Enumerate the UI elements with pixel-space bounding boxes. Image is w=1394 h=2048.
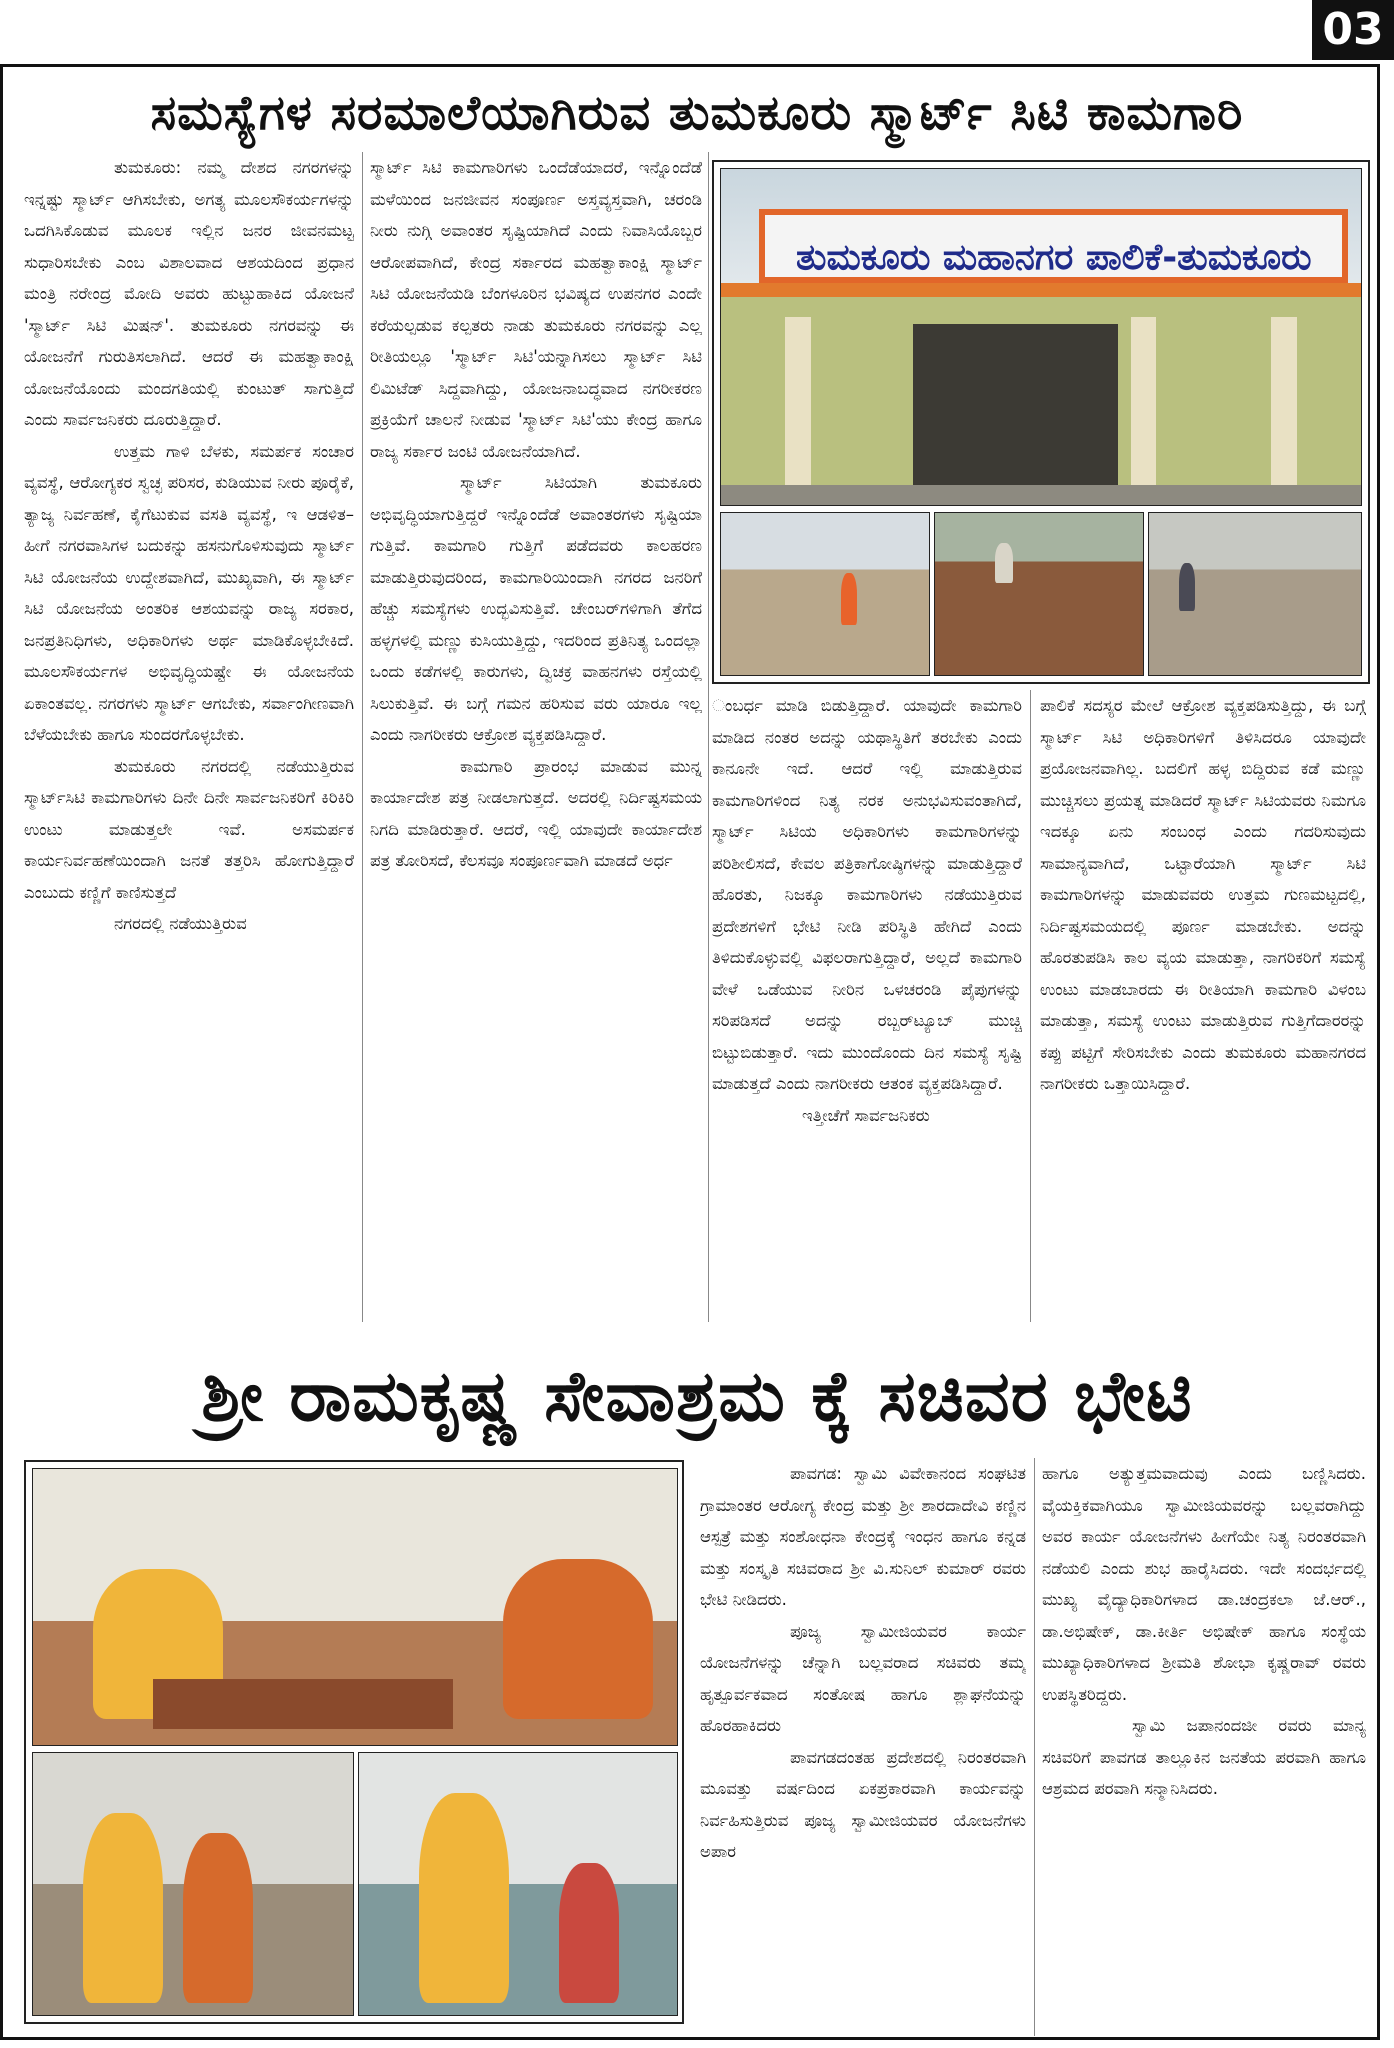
article2-col1-para-2: ಪೂಜ್ಯ ಸ್ವಾಮೀಜಿಯವರ ಕಾರ್ಯ ಯೋಜನೆಗಳನ್ನು ಚೆನ್ನಾಗಿ ಬಲ್ಲವರಾದ ಸಚಿವರು ತಮ್ಮ ಹೃತ್ಪೂರ್ವಕವಾದ ಸಂತೋಷ ಹಾಗೂ ಶ್ಲಾಘನೆಯನ್ನು ಹೊರಹಾಕಿದರು (700, 1621, 1026, 1735)
article2-col2-para-1: ಹಾಗೂ ಅತ್ಯುತ್ತಮವಾದುವು ಎಂದು ಬಣ್ಣಿಸಿದರು. ವೈಯಕ್ತಿಕವಾಗಿಯೂ ಸ್ವಾಮೀಜಿಯವರನ್ನು ಬಲ್ಲವರಾಗಿದ್ದು ಅವರ ಕಾರ್ಯ ಯೋಜನೆಗಳು ಹೀಗೆಯೇ ನಿತ್ಯ ನಿರಂತರವಾಗಿ ನಡೆಯಲಿ ಎಂದು ಶುಭ ಹಾರೈಸಿದರು. ಇದೇ ಸಂದರ್ಭದಲ್ಲಿ ಮುಖ್ಯ ವೈದ್ಯಾಧಿಕಾರಿಗಳಾದ ಡಾ.ಚಂದ್ರಕಲಾ ಜೆ.ಆರ್., ಡಾ.ಅಭಿಷೇಕ್, ಡಾ.ಕೀರ್ತಿ ಅಭಿಷೇಕ್ ಹಾಗೂ ಸಂಸ್ಥೆಯ ಮುಖ್ಯಾಧಿಕಾರಿಗಳಾದ ಶ್ರೀಮತಿ ಶೋಭಾ ಕೃಷ್ಣರಾವ್ ರವರು ಉಪಸ್ಥಿತರಿದ್ದರು. (1042, 1464, 1366, 1704)
page-number: 03 (1312, 0, 1394, 60)
article1-photo-frame (712, 160, 1370, 684)
article1-col2-para-2: ಸ್ಮಾರ್ಟ್ ಸಿಟಿಯಾಗಿ ತುಮಕೂರು ಅಭಿವೃದ್ಧಿಯಾಗುತ್ತಿದ್ದರೆ ಇನ್ನೊಂದೆಡೆ ಅವಾಂತರಗಳು ಸೃಷ್ಟಿಯಾ ಗುತ್ತಿವೆ. ಕಾಮಗಾರಿ ಗುತ್ತಿಗೆ ಪಡೆದವರು ಕಾಲಹರಣ ಮಾಡುತ್ತಿರುವುದರಿಂದ, ಕಾಮಗಾರಿಯಿಂದಾಗಿ ನಗರದ ಜನರಿಗೆ ಹೆಚ್ಚು ಸಮಸ್ಯೆಗಳು ಉದ್ಭವಿಸುತ್ತಿವೆ. ಚೇಂಬರ್‌ಗಳಿಗಾಗಿ ತೆಗೆದ ಹಳ್ಳಗಳಲ್ಲಿ ಮಣ್ಣು ಕುಸಿಯುತ್ತಿದ್ದು, ಇದರಿಂದ ಪ್ರತಿನಿತ್ಯ ಒಂದಲ್ಲಾ ಒಂದು ಕಡೆಗಳಲ್ಲಿ ಕಾರುಗಳು, ದ್ವಿಚಕ್ರ ವಾಹನಗಳು ರಸ್ತೆಯಲ್ಲಿ ಸಿಲುಕುತ್ತಿವೆ. ಈ ಬಗ್ಗೆ ಗಮನ ಹರಿಸುವ ವರು ಯಾರೂ ಇಲ್ಲ ಎಂದು ನಾಗರೀಕರು ಆಕ್ರೋಶ ವ್ಯಕ್ತಪಡಿಸಿದ್ದಾರೆ. (370, 473, 702, 744)
article1-col1-para-1: ತುಮಕೂರು: ನಮ್ಮ ದೇಶದ ನಗರಗಳನ್ನು ಇನ್ನಷ್ಟು ಸ್ಮಾರ್ಟ್ ಆಗಿಸಬೇಕು, ಅಗತ್ಯ ಮೂಲಸೌಕರ್ಯಗಳನ್ನು ಒದಗಿಸಿಕೊಡುವ ಮೂಲಕ ಇಲ್ಲಿನ ಜನರ ಜೀವನಮಟ್ಟ ಸುಧಾರಿಸಬೇಕು ಎಂಬ ವಿಶಾಲವಾದ ಆಶಯದಿಂದ ಪ್ರಧಾನ ಮಂತ್ರಿ ನರೇಂದ್ರ ಮೋದಿ ಅವರು ಹುಟ್ಟುಹಾಕಿದ ಯೋಜನೆ 'ಸ್ಮಾರ್ಟ್ ಸಿಟಿ ಮಿಷನ್'. ತುಮಕೂರು ನಗರವನ್ನು ಈ ಯೋಜನೆಗೆ ಗುರುತಿಸಲಾಗಿದೆ. ಆದರೆ ಈ ಮಹತ್ವಾಕಾಂಕ್ಷಿ ಯೋಜನೆಯೊಂದು ಮಂದಗತಿಯಲ್ಲಿ ಕುಂಟುತ್ ಸಾಗುತ್ತಿದೆ ಎಂದು ಸಾರ್ವಜನಿಕರು ದೂರುತ್ತಿದ್ದಾರೆ. (24, 158, 354, 429)
article1-col3-para-2: ಇತ್ತೀಚೆಗೆ ಸಾರ್ವಜನಿಕರು (802, 1105, 930, 1125)
roadwork-photo-3 (1148, 512, 1362, 676)
article2-col1-para-3: ಪಾವಗಡದಂತಹ ಪ್ರದೇಶದಲ್ಲಿ ನಿರಂತರವಾಗಿ ಮೂವತ್ತು ವರ್ಷದಿಂದ ಏಕಪ್ರಕಾರವಾಗಿ ಕಾರ್ಯವನ್ನು ನಿರ್ವಹಿಸುತ್ತಿರುವ ಪೂಜ್ಯ ಸ್ವಾಮೀಜಿಯವರ ಯೋಜನೆಗಳು ಅಪಾರ (700, 1747, 1026, 1861)
column-divider (1034, 1458, 1035, 2036)
roadwork-photo-2 (934, 512, 1144, 676)
article2-col1-para-1: ಪಾವಗಡ: ಸ್ವಾಮಿ ವಿವೇಕಾನಂದ ಸಂಘಟಿತ ಗ್ರಾಮಾಂತರ ಆರೋಗ್ಯ ಕೇಂದ್ರ ಮತ್ತು ಶ್ರೀ ಶಾರದಾದೇವಿ ಕಣ್ಣಿನ ಆಸ್ಪತ್ರೆ ಮತ್ತು ಸಂಶೋಧನಾ ಕೇಂದ್ರಕ್ಕೆ ಇಂಧನ ಹಾಗೂ ಕನ್ನಡ ಮತ್ತು ಸಂಸ್ಕೃತಿ ಸಚಿವರಾದ ಶ್ರೀ ವಿ.ಸುನಿಲ್ ಕುಮಾರ್ ರವರು ಭೇಟಿ ನೀಡಿದರು. (700, 1464, 1026, 1609)
article1-col4-para-1: ಪಾಲಿಕೆ ಸದಸ್ಯರ ಮೇಲೆ ಆಕ್ರೋಶ ವ್ಯಕ್ತಪಡಿಸುತ್ತಿದ್ದು, ಈ ಬಗ್ಗೆ ಸ್ಮಾರ್ಟ್ ಸಿಟಿ ಅಧಿಕಾರಿಗಳಿಗೆ ತಿಳಿಸಿದರೂ ಯಾವುದೇ ಪ್ರಯೋಜನವಾಗಿಲ್ಲ. ಬದಲಿಗೆ ಹಳ್ಳ ಬಿದ್ದಿರುವ ಕಡೆ ಮಣ್ಣು ಮುಚ್ಚಿಸಲು ಪ್ರಯತ್ನ ಮಾಡಿದರೆ ಸ್ಮಾರ್ಟ್ ಸಿಟಿಯವರು ನಿಮಗೂ ಇದಕ್ಕೂ ಏನು ಸಂಬಂಧ ಎಂದು ಗದರಿಸುವುದು ಸಾಮಾನ್ಯವಾಗಿದೆ, ಒಟ್ಟಾರೆಯಾಗಿ ಸ್ಮಾರ್ಟ್ ಸಿಟಿ ಕಾಮಗಾರಿಗಳನ್ನು ಮಾಡುವವರು ಉತ್ತಮ ಗುಣಮಟ್ಟದಲ್ಲಿ, ನಿರ್ದಿಷ್ಟಸಮಯದಲ್ಲಿ ಪೂರ್ಣ ಮಾಡಬೇಕು. ಅದನ್ನು ಹೊರತುಪಡಿಸಿ ಕಾಲ ವ್ಯಯ ಮಾಡುತ್ತಾ, ನಾಗರಿಕರಿಗೆ ಸಮಸ್ಯೆ ಉಂಟು ಮಾಡಬಾರದು ಈ ರೀತಿಯಾಗಿ ಕಾಮಗಾರಿ ವಿಳಂಬ ಮಾಡುತ್ತಾ, ಸಮಸ್ಯೆ ಉಂಟು ಮಾಡುತ್ತಿರುವ ಗುತ್ತಿಗೆದಾರರನ್ನು ಕಪ್ಪು ಪಟ್ಟಿಗೆ ಸೇರಿಸಬೇಕು ಎಂದು ತುಮಕೂರು ಮಹಾನಗರದ ನಾಗರೀಕರು ಒತ್ತಾಯಿಸಿದ್ದಾರೆ. (1040, 696, 1366, 1093)
article1-headline: ಸಮಸ್ಯೆಗಳ ಸರಮಾಲೆಯಾಗಿರುವ ತುಮಕೂರು ಸ್ಮಾರ್ಟ್ ಸಿಟಿ ಕಾಮಗಾರಿ (150, 85, 1244, 141)
article1-column-4 (1040, 690, 1366, 1322)
article1-column-2 (370, 152, 702, 1320)
article2-col2-para-2: ಸ್ವಾಮಿ ಜಪಾನಂದಜೀ ರವರು ಮಾನ್ಯ ಸಚಿವರಿಗೆ ಪಾವಗಡ ತಾಲ್ಲೂಕಿನ ಜನತೆಯ ಪರವಾಗಿ ಹಾಗೂ ಆಶ್ರಮದ ಪರವಾಗಿ ಸನ್ಮಾನಿಸಿದರು. (1042, 1716, 1366, 1798)
column-divider (1030, 690, 1031, 1322)
ashram-visit-photo (32, 1752, 354, 2016)
municipal-building-photo (720, 168, 1362, 506)
article2-column-2 (1042, 1458, 1366, 2036)
column-divider (362, 152, 363, 1322)
article2-headline: ಶ್ರೀ ರಾಮಕೃಷ್ಣ ಸೇವಾಶ್ರಮ ಕ್ಕೆ ಸಚಿವರ ಭೇಟಿ (201, 1355, 1193, 1437)
minister-meeting-photo (32, 1468, 678, 1746)
hospital-ward-photo (358, 1752, 678, 2016)
article2-photo-frame (24, 1460, 684, 2024)
article1-column-3 (712, 690, 1022, 1322)
article1-col1-para-3: ತುಮಕೂರು ನಗರದಲ್ಲಿ ನಡೆಯುತ್ತಿರುವ ಸ್ಮಾರ್ಟ್‌ಸಿಟಿ ಕಾಮಗಾರಿಗಳು ದಿನೇ ದಿನೇ ಸಾರ್ವಜನಿಕರಿಗೆ ಕಿರಿಕಿರಿ ಉಂಟು ಮಾಡುತ್ತಲೇ ಇವೆ. ಅಸಮರ್ಪಕ ಕಾರ್ಯನಿರ್ವಹಣೆಯಿಂದಾಗಿ ಜನತೆ ತತ್ತರಿಸಿ ಹೋಗುತ್ತಿದ್ದಾರೆ ಎಂಬುದು ಕಣ್ಣಿಗೆ ಕಾಣಿಸುತ್ತದೆ (24, 756, 354, 902)
column-divider (708, 152, 709, 1322)
article1-col2-para-1: ಸ್ಮಾರ್ಟ್ ಸಿಟಿ ಕಾಮಗಾರಿಗಳು ಒಂದೆಡೆಯಾದರೆ, ಇನ್ನೊಂದೆಡೆ ಮಳೆಯಿಂದ ಜನಜೀವನ ಸಂಪೂರ್ಣ ಅಸ್ತವ್ಯಸ್ತವಾಗಿ, ಚರಂಡಿ ನೀರು ನುಗ್ಗಿ ಅವಾಂತರ ಸೃಷ್ಟಿಯಾಗಿದೆ ಎಂದು ನಿವಾಸಿಯೊಬ್ಬರ ಆರೋಪವಾಗಿದೆ, ಕೇಂದ್ರ ಸರ್ಕಾರದ ಮಹತ್ವಾಕಾಂಕ್ಷಿ ಸ್ಮಾರ್ಟ್ ಸಿಟಿ ಯೋಜನೆಯಡಿ ಬೆಂಗಳೂರಿನ ಭವಿಷ್ಯದ ಉಪನಗರ ಎಂದೇ ಕರೆಯಲ್ಪಡುವ ಕಲ್ಪತರು ನಾಡು ತುಮಕೂರು ನಗರವನ್ನು ಎಲ್ಲ ರೀತಿಯಲ್ಲೂ 'ಸ್ಮಾರ್ಟ್ ಸಿಟಿ'ಯನ್ನಾಗಿಸಲು ಸ್ಮಾರ್ಟ್ ಸಿಟಿ ಲಿಮಿಟೆಡ್ ಸಿದ್ದವಾಗಿದ್ದು, ಯೋಜನಾಬದ್ಧವಾದ ನಗರೀಕರಣ ಪ್ರಕ್ರಿಯೆಗೆ ಚಾಲನೆ ನೀಡುವ 'ಸ್ಮಾರ್ಟ್ ಸಿಟಿ'ಯು ಕೇಂದ್ರ ಹಾಗೂ ರಾಜ್ಯ ಸರ್ಕಾರ ಜಂಟಿ ಯೋಜನೆಯಾಗಿದೆ. (370, 158, 702, 461)
article1-col3-para-1: ಂಬರ್ಧ ಮಾಡಿ ಬಿಡುತ್ತಿದ್ದಾರೆ. ಯಾವುದೇ ಕಾಮಗಾರಿ ಮಾಡಿದ ನಂತರ ಅದನ್ನು ಯಥಾಸ್ಥಿತಿಗೆ ತರಬೇಕು ಎಂದು ಕಾನೂನೇ ಇದೆ. ಆದರೆ ಇಲ್ಲಿ ಮಾಡುತ್ತಿರುವ ಕಾಮಗಾರಿಗಳಿಂದ ನಿತ್ಯ ನರಕ ಅನುಭವಿಸುವಂತಾಗಿದೆ, ಸ್ಮಾರ್ಟ್ ಸಿಟಿಯ ಅಧಿಕಾರಿಗಳು ಕಾಮಗಾರಿಗಳನ್ನು ಪರಿಶೀಲಿಸದೆ, ಕೇವಲ ಪತ್ರಿಕಾಗೋಷ್ಠಿಗಳನ್ನು ಮಾಡುತ್ತಿದ್ದಾರೆ ಹೊರತು, ನಿಜಕ್ಕೂ ಕಾಮಗಾರಿಗಳು ನಡೆಯುತ್ತಿರುವ ಪ್ರದೇಶಗಳಿಗೆ ಭೇಟಿ ನೀಡಿ ಪರಿಸ್ಥಿತಿ ಹೇಗಿದೆ ಎಂದು ತಿಳಿದುಕೊಳ್ಳುವಲ್ಲಿ ವಿಫಲರಾಗುತ್ತಿದ್ದಾರೆ, ಅಲ್ಲದೆ ಕಾಮಗಾರಿ ವೇಳೆ ಒಡೆಯುವ ನೀರಿನ ಒಳಚರಂಡಿ ಪೈಪುಗಳನ್ನು ಸರಿಪಡಿಸದೆ ಅದನ್ನು ರಬ್ಬರ್‌ಟ್ಯೂಬ್ ಮುಚ್ಚಿ ಬಿಟ್ಟುಬಿಡುತ್ತಾರೆ. ಇದು ಮುಂದೊಂದು ದಿನ ಸಮಸ್ಯೆ ಸೃಷ್ಟಿ ಮಾಡುತ್ತದೆ ಎಂದು ನಾಗರೀಕರು ಆತಂಕ ವ್ಯಕ್ತಪಡಿಸಿದ್ದಾರೆ. (712, 696, 1022, 1093)
article1-column-1 (24, 152, 354, 1320)
municipal-sign: ತುಮಕೂರು ಮಹಾನಗರ ಪಾಲಿಕೆ-ತುಮಕೂರು (759, 209, 1348, 283)
article1-col2-para-3: ಕಾಮಗಾರಿ ಪ್ರಾರಂಭ ಮಾಡುವ ಮುನ್ನ ಕಾರ್ಯಾದೇಶ ಪತ್ರ ನೀಡಲಾಗುತ್ತದೆ. ಅದರಲ್ಲಿ ನಿರ್ದಿಷ್ಟಸಮಯ ನಿಗದಿ ಮಾಡಿರುತ್ತಾರೆ. ಆದರೆ, ಇಲ್ಲಿ ಯಾವುದೇ ಕಾರ್ಯಾದೇಶ ಪತ್ರ ತೋರಿಸದೆ, ಕೆಲಸವೂ ಸಂಪೂರ್ಣವಾಗಿ ಮಾಡದೆ ಅರ್ಧ (370, 756, 702, 870)
article1-col1-para-4: ನಗರದಲ್ಲಿ ನಡೆಯುತ್ತಿರುವ (114, 914, 247, 933)
article1-col1-para-2: ಉತ್ತಮ ಗಾಳಿ ಬೆಳಕು, ಸಮರ್ಪಕ ಸಂಚಾರ ವ್ಯವಸ್ಥೆ, ಆರೋಗ್ಯಕರ ಸ್ವಚ್ಛ ಪರಿಸರ, ಕುಡಿಯುವ ನೀರು ಪೂರೈಕೆ, ತ್ಯಾಜ್ಯ ನಿರ್ವಹಣೆ, ಕೈಗೆಟುಕುವ ವಸತಿ ವ್ಯವಸ್ಥೆ, ಇ ಆಡಳಿತ– ಹೀಗೆ ನಗರವಾಸಿಗಳ ಬದುಕನ್ನು ಹಸನುಗೊಳಿಸುವುದು ಸ್ಮಾರ್ಟ್ ಸಿಟಿ ಯೋಜನೆಯ ಉದ್ದೇಶವಾಗಿದೆ, ಮುಖ್ಯವಾಗಿ, ಈ ಸ್ಮಾರ್ಟ್ ಸಿಟಿ ಯೋಜನೆಯ ಅಂತರಿಕ ಆಶಯವನ್ನು ರಾಜ್ಯ ಸರಕಾರ, ಜನಪ್ರತಿನಿಧಿಗಳು, ಅಧಿಕಾರಿಗಳು ಅರ್ಥ ಮಾಡಿಕೊಳ್ಳಬೇಕಿದೆ. ಮೂಲಸೌಕರ್ಯಗಳ ಅಭಿವೃದ್ಧಿಯಷ್ಟೇ ಈ ಯೋಜನೆಯ ಏಕಾಂತವಲ್ಲ. ನಗರಗಳು ಸ್ಮಾರ್ಟ್ ಆಗಬೇಕು, ಸರ್ವಾಂಗೀಣವಾಗಿ ಬೆಳೆಯಬೇಕು ಹಾಗೂ ಸುಂದರಗೊಳ್ಳಬೇಕು. (24, 441, 354, 744)
article2-column-1 (700, 1458, 1026, 2036)
roadwork-photo-1 (720, 512, 930, 676)
